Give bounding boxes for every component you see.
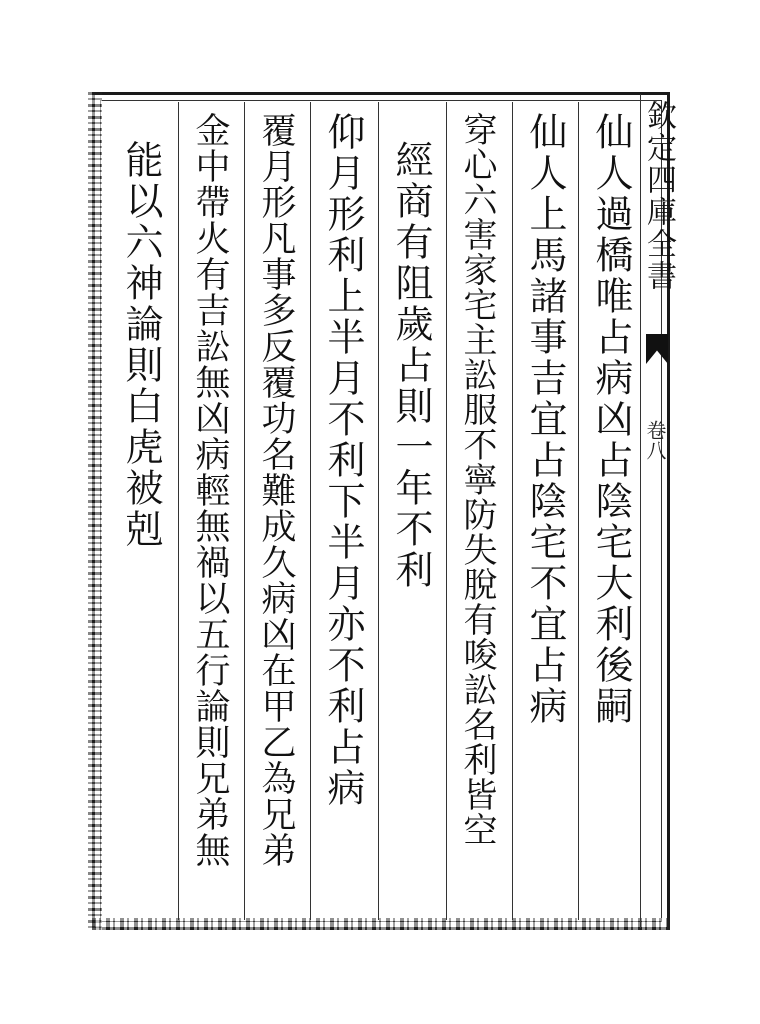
column-divider xyxy=(178,102,179,920)
text-column-7: 金中帶火有吉訟無凶病輕無禍以五行論則兄弟無 xyxy=(190,112,230,868)
text-column-1: 仙人過橋唯占病凶占陰宅大利後嗣 xyxy=(589,112,633,727)
column-divider xyxy=(578,102,579,920)
text-column-3: 穿心六害家宅主訟服不寧防失脫有唆訟名利皆空 xyxy=(457,112,497,847)
damaged-left-margin xyxy=(88,92,102,930)
volume-label: 卷八 xyxy=(643,420,667,460)
text-column-6: 覆月形凡事多反覆功名難成久病凶在甲乙為兄弟 xyxy=(256,112,296,868)
text-column-4: 經商有阻歲占則一年不利 xyxy=(389,140,433,591)
text-column-8: 能以六神論則白虎被剋 xyxy=(119,140,163,550)
column-divider xyxy=(512,102,513,920)
text-column-2: 仙人上馬諸事吉宜占陰宅不宜占病 xyxy=(523,112,567,727)
column-divider xyxy=(244,102,245,920)
text-column-5: 仰月形利上半月不利下半月亦不利占病 xyxy=(321,112,365,809)
column-divider xyxy=(310,102,311,920)
column-divider xyxy=(446,102,447,920)
book-title: 欽定四庫全書 xyxy=(641,100,676,292)
column-divider xyxy=(378,102,379,920)
